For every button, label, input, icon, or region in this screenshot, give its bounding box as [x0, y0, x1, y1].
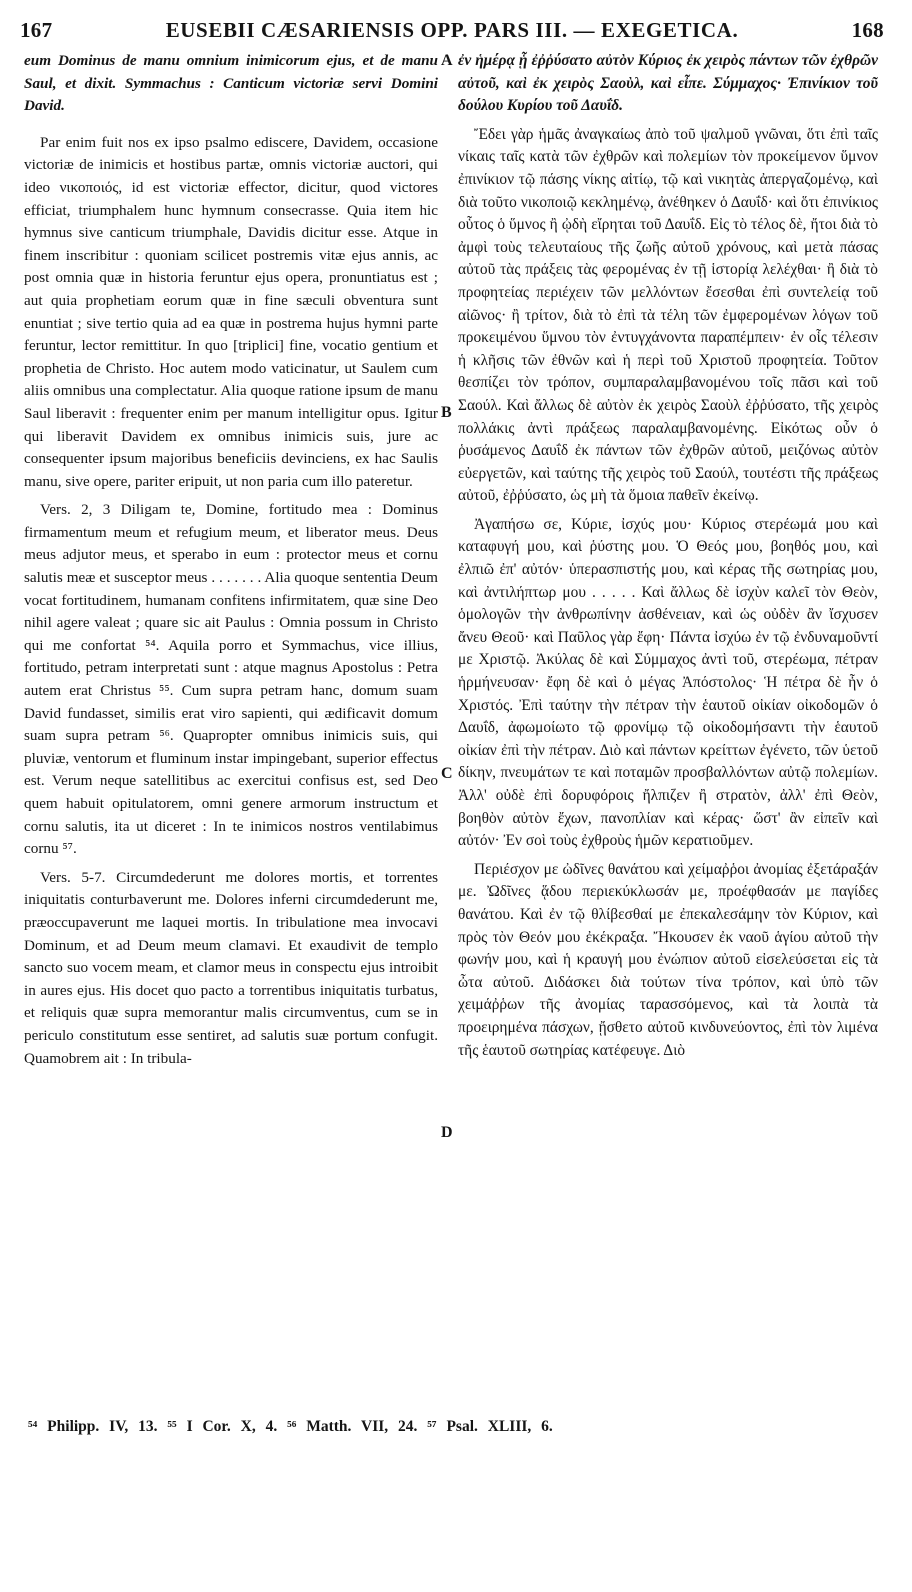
latin-paragraph-1: eum Dominus de manu omnium inimicorum ejus, et de manu Saul, et dixit. Symmachus : Canticum victoriæ servi Domini David.: [24, 52, 438, 115]
margin-letter-d: D: [441, 1124, 453, 1141]
margin-letter-c: C: [441, 765, 453, 782]
margin-letter-b: B: [441, 404, 452, 421]
footnotes: ⁵⁴ Philipp. IV, 13. ⁵⁵ I Cor. X, 4. ⁵⁶ Matth. VII, 24. ⁵⁷ Psal. XLIII, 6.: [28, 1418, 553, 1435]
greek-paragraph-3: Ἀγαπήσω σε, Κύριε, ἰσχύς μου· Κύριος στερέωμά μου καὶ καταφυγή μου, καὶ ῥύστης μου. Ὁ Θεός μου, βοηθός μου, καὶ ἐλπιῶ ἐπ' αὐτόν· ὑπερασπιστής μου, καὶ κέρας τῆς σωτηρίας μου, καὶ ἀντιλήπτωρ μου . . . . . Καὶ ἄλλως δὲ ἰσχὺν καλεῖ τὸν Θεὸν, ὁμολογῶν τὴν ἀνθρωπίνην ἀσθένειαν, καὶ ὡς οὐδὲν ἂν ἴσχυσεν ἄνευ Θεοῦ· καὶ Παῦλος γὰρ ἔφη· Πάντα ἰσχύω ἐν τῷ ἐνδυναμοῦντί με Χριστῷ. Ἀκύλας δὲ καὶ Σύμμαχος ἀντὶ τοῦ, στερέωμα, πέτραν ἡρμήνευσαν· ἔφη δὲ καὶ ὁ μέγας Ἀπόστολος· Ἡ πέτρα δὲ ἦν ὁ Χριστός. Ἐπὶ ταύτην τὴν πέτραν τὴν ἑαυτοῦ οἰκίαν οἰκοδομῶν ὁ Δαυΐδ, ἀφωμοίωτο τῷ φρονίμῳ τῷ οἰκοδομήσαντι τὴν ἑαυτοῦ οἰκίαν ἐπὶ τὴν πέτραν. Διὸ καὶ πάντων κρείττων ἐγένετο, τῶν ὑετοῦ δίκην, πνευμάτων τε καὶ ποταμῶν προσβαλλόντων αὐτῷ πολεμίων. Ἀλλ' οὐδὲ ἐπὶ δορυφόροις ἤλπιζεν ἢ στρατὸν, ἀλλ' ἐπὶ Θεὸν, βοηθὸν αὐτὸν ἔχων, πανοπλίαν καὶ κέρας· ὥστ' ἂν εἰπεῖν καὶ αὐτόν· Ἐν σοὶ τοὺς ἐχθροὺς ἡμῶν κερατιοῦμεν.: [458, 515, 878, 850]
greek-paragraph-2: Ἔδει γὰρ ἡμᾶς ἀναγκαίως ἀπὸ τοῦ ψαλμοῦ γνῶναι, ὅτι ἐπὶ ταῖς νίκαις ταῖς κατὰ τῶν ἐχθρῶν καὶ πολεμίων τὸν προκείμενον ὕμνον ἐπινίκιον τῷ πάσης νίκης αἰτίῳ, τῷ καὶ νικητὰς ἀπεργαζομένῳ, καὶ διὰ τοῦτο νικοποιῷ κεκλημένῳ, ἀνέθηκεν ὁ Δαυΐδ· καὶ ὅτι ἐπινίκιος οὗτος ὁ ὕμνος ἢ ᾠδὴ εἴρηται τοῦ Δαυΐδ. Εἰς τὸ τέλος δὲ, ἤτοι διὰ τὸ ἀμφὶ τοὺς τελευταίους τῆς ζωῆς αὐτοῦ χρόνους, καὶ μετὰ πάσας αὐτοῦ τὰς πράξεις τὰς φερομένας ἐν τῇ ἱστορίᾳ λελέχθαι· ἢ διὰ τὸ προφητείας περιέχειν τῶν μελλόντων ἔσεσθαι ἐπὶ συντελείᾳ τοῦ αἰῶνος· ἢ τρίτον, διὰ τὸ ἐπὶ τὰ τέλη τῶν ἐμφερομένων λόγων τοῦ προκειμένου ὕμνου τὸν ἐντυγχάνοντα παραπέμπειν· ἐν οἷς τέλεσιν ἡ κλῆσις τῶν ἐθνῶν καὶ ἡ περὶ τοῦ Χριστοῦ προφητεία. Τοῦτον θεσπίζει τὸν τρόπον, συμπαραλαμβανομένου τοῖς πᾶσι καὶ τοῦ Σαούλ. Καὶ ἄλλως δὲ αὐτὸν ἐκ χειρὸς Σαοὺλ ἐῤῥύσατο, τῆς χειρὸς πολλάκις ἀντὶ πράξεως παραλαμβανομένης. Εἰκότως οὖν ὁ ῥυσάμενος Δαυΐδ ἐκ πάντων τῶν ἐχθρῶν αὐτοῦ, μειζόνως αὐτὸν εὐεργετῶν, καὶ ταύτης τῆς χειρὸς τοῦ Σαούλ, τουτέστι τῆς πράξεως αὐτοῦ, ἐῤῥύσατο, ὡς μὴ τὰ ὅμοια παθεῖν ἐκείνῳ.: [458, 125, 878, 505]
latin-paragraph-4: Vers. 5-7. Circumdederunt me dolores mortis, et torrentes iniquitatis conturbaverunt me. Dolores inferni circumdederunt me, præoccupaverunt me laquei mortis. In tribulatione mea invocavi Dominum, et ad Deum meum clamavi. Et exaudivit de templo sancto suo vocem meam, et clamor meus in conspectu ejus introibit in aures ejus. His docet quo pacto a torrentibus iniquitatis turbatus, et reliquis quæ supra memorantur malis circumventus, cum se in periculo constitutum esse sentiret, ad salutis suæ portum confugit. Quamobrem ait : In tribula-: [24, 868, 438, 1067]
latin-paragraph-3: Vers. 2, 3 Diligam te, Domine, fortitudo mea : Dominus firmamentum meum et refugium meum, et liberator meus. Deus meus adjutor meus, et sperabo in eum : protector meus et cornu salutis meæ et susceptor meus . . . . . . . Alia quoque sententia Deum vocat fortitudinem, humanam confitens infirmitatem, quæ sine Deo nihil agere valeat ; quare sic ait Paulus : Omnia possum in Christo qui me confortat ⁵⁴. Aquila porro et Symmachus, vice illius, fortitudo, petram interpretati sunt : atque magnus Apostolus : Petra autem erat Christus ⁵⁵. Cum supra petram hanc, domum suam David fundasset, similis erat viro sapienti, qui ædificavit domum suam supra petram ⁵⁶. Quapropter omnibus inimicis suis, qui pluviæ, ventorum et fluminum instar impingebant, superior effectus est. Verum neque satellitibus ac exercitui confisus est, sed Deo quem habuit opitulatorem, omni genere armorum instructum et cornu salutis, ita ut diceret : In te inimicos nostros ventilabimus cornu ⁵⁷.: [24, 501, 438, 858]
right-page-number: 168: [851, 18, 884, 42]
greek-paragraph-4: Περιέσχον με ὠδῖνες θανάτου καὶ χείμαῤῥοι ἀνομίας ἐξετάραξάν με. Ὠδῖνες ᾅδου περιεκύκλωσάν με, προέφθασάν με παγίδες θανάτου. Καὶ ἐν τῷ θλίβεσθαί με ἐπεκαλεσάμην τὸν Κύριον, καὶ πρὸς τὸν Θεόν μου ἐκέκραξα. Ἤκουσεν ἐκ ναοῦ ἁγίου αὐτοῦ τὴν φωνήν μου, καὶ ἡ κραυγή μου ἐνώπιον αὐτοῦ εἰσελεύσεται εἰς τὰ ὦτα αὐτοῦ. Διδάσκει διὰ τούτων τίνα τρόπον, καὶ ὑπὸ τῶν χειμάῤῥων τῆς ἀνομίας ταρασσόμενος, καὶ τὰ λοιπὰ τὰ προειρημένα πάσχων, ᾔσθετο αὐτοῦ κινδυνεύοντος, ἐπὶ τὸν λιμένα τῆς ἑαυτοῦ σωτηρίας κατέφευγε. Διὸ: [458, 860, 878, 1059]
running-title: EUSEBII CÆSARIENSIS OPP. PARS III. — EXEGETICA.: [165, 18, 739, 42]
greek-paragraph-1: ἐν ἡμέρᾳ ᾗ ἐῤῥύσατο αὐτὸν Κύριος ἐκ χειρὸς πάντων τῶν ἐχθρῶν αὐτοῦ, καὶ ἐκ χειρὸς Σαοὺλ, καὶ εἶπε. Σύμμαχος· Ἐπινίκιον τοῦ δούλου Κυρίου τοῦ Δαυΐδ.: [458, 52, 878, 115]
greek-column: [458, 50, 878, 1062]
latin-column: [24, 50, 438, 1070]
margin-letter-a: A: [441, 52, 453, 69]
latin-paragraph-2: Par enim fuit nos ex ipso psalmo ediscere, Davidem, occasione victoriæ de inimicis et hostibus partæ, omnis victoriæ auctori, qui ideo νικοποιός, id est victoriæ effector, dicitur, quod victores efficiat, triumphalem hunc hymnum consecrasse. Quia item hic hymnus sive canticum triumphale, Davidis dicitur esse. Atque in finem inscribitur : quoniam scilicet postremis vitæ ejus annis, ac post omnia quæ in historia feruntur ejus opera, pronuntiatus est ; aut quia prophetiam eorum quæ in fine sæculi obventura sunt enuntiat ; sive tertio quia ad ea quæ in postrema hujus hymni parte feruntur, lector remittitur. In quo [triplici] fine, vocatio gentium et prophetia de Christo. Hoc autem modo vaticinatur, ut Saulem cum aliis omnibus una complectatur. Alia quoque ratione ipsum de manu Saul liberavit : frequenter enim per manum intelligitur opus. Igitur qui liberavit Davidem ex omnibus inimicis suis, jure ac consequenter ipsum majoribus beneficiis devinciens, ex hac Saulis manu, sive opere, pariter eripuit, ut non paria cum illo pateretur.: [24, 133, 438, 490]
running-header: [20, 18, 884, 48]
left-page-number: 167: [20, 18, 53, 42]
